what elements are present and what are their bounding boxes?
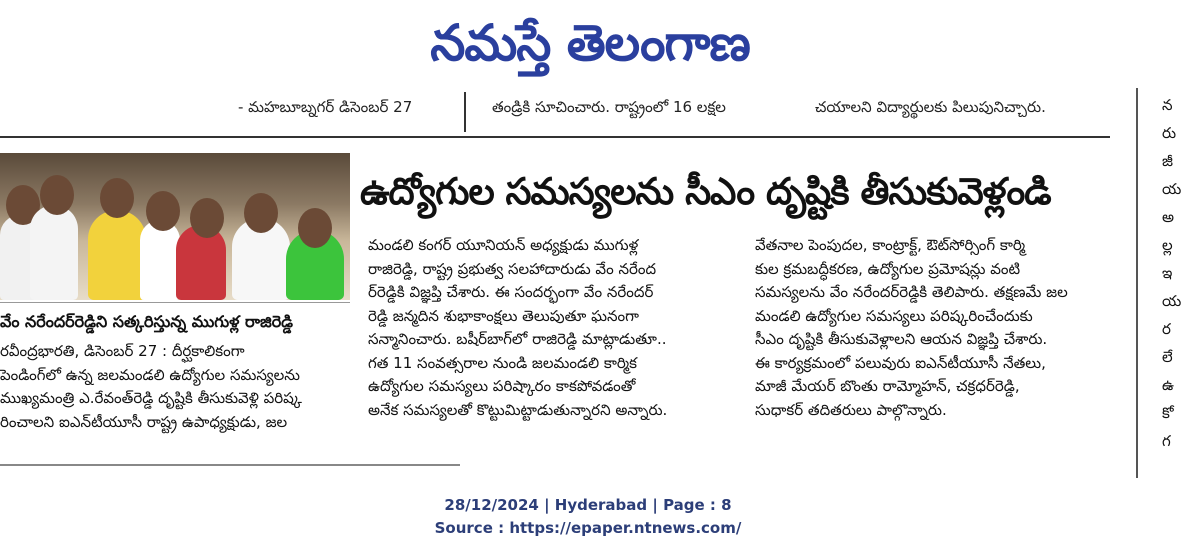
edge-fragment: రు <box>1162 124 1177 142</box>
edge-fragment: ల్ల <box>1162 236 1173 254</box>
article-headline: ఉద్యోగుల సమస్యలను సీఎం దృష్టికి తీసుకువెళ్లండి <box>360 170 1051 213</box>
article-line: మండలి ఉద్యోగుల సమస్యలు పరిష్కరించేందుకు <box>755 306 1033 325</box>
article-line: రవీంద్రభారతి, డిసెంబర్ 27 : దీర్ఘకాలికంగా <box>0 342 245 360</box>
edge-fragment: గ <box>1162 432 1171 450</box>
newspaper-logo: నమస్తే తెలంగాణ <box>430 14 750 72</box>
article-line: సన్మానించారు. బషీర్‌బాగ్‌లో రాజిరెడ్డి మాట్లాడుతూ.. <box>368 330 667 348</box>
article-line: మండలి కంగర్ యూనియన్ అధ్యక్షుడు ముగుళ్ల <box>368 236 639 254</box>
article-bottom-rule <box>0 464 460 466</box>
article-line: ఉద్యోగుల సమస్యలు పరిష్కారం కాకపోవడంతో <box>368 377 636 395</box>
article-photo <box>0 153 350 300</box>
page-edge-divider <box>1136 88 1138 478</box>
footer-date-line: 28/12/2024 | Hyderabad | Page : 8 <box>444 496 732 514</box>
article-line: రించాలని ఐఎన్‌టీయూసీ రాష్ట్ర ఉపాధ్యక్షుడు, జల <box>0 412 288 431</box>
article-line: మాజీ మేయర్ బొంతు రామ్మోహన్, చక్రధర్‌రెడ్డి, <box>755 377 1020 395</box>
edge-fragment: అ <box>1162 208 1175 226</box>
edge-fragment: ఉ <box>1162 376 1174 394</box>
top-strip-left-text: - మహబూబ్నగర్ డిసెంబర్ 27 <box>238 98 413 116</box>
footer-source-line: Source : https://epaper.ntnews.com/ <box>434 519 742 537</box>
article-line: సుధాకర్ తదితరులు పాల్గొన్నారు. <box>755 400 947 419</box>
article-line: ఈ కార్యక్రమంలో పలువురు ఐఎన్‌టీయూసీ నేతలు, <box>755 353 1046 372</box>
photo-caption-rule <box>0 302 350 303</box>
top-strip-right-text: చయాలని విద్యార్థులకు పిలుపునిచ్చారు. <box>815 98 1046 116</box>
article-body-left <box>0 340 350 450</box>
edge-fragment: ర <box>1162 320 1171 338</box>
article-line: రెడ్డి జన్మదిన శుభాకాంక్షలు తెలుపుతూ ఘనంగా <box>368 306 639 325</box>
top-strip-mid-text: తండ్రికి సూచించారు. రాష్ట్రంలో 16 లక్షల <box>492 98 726 116</box>
article-line: ముఖ్యమంత్రి ఎ.రేవంత్‌రెడ్డి దృష్టికి తీసుకువెళ్లి పరిష్క <box>0 389 302 407</box>
article-line: సమస్యలను వేం నరేందర్‌రెడ్డికి తెలిపారు. తక్షణమే జల <box>755 283 1068 301</box>
newspaper-clipping <box>0 88 1181 480</box>
edge-fragment: ఇ <box>1162 264 1173 282</box>
article-line: ర్‌రెడ్డికి విజ్ఞప్తి చేశారు. ఈ సందర్భంగా వేం నరేందర్ <box>368 283 654 301</box>
section-rule <box>0 136 1110 138</box>
edge-fragment: జీ <box>1162 152 1173 170</box>
article-line: కుల క్రమబద్ధీకరణ, ఉద్యోగుల ప్రమోషన్లు వంటి <box>755 259 1021 278</box>
edge-fragment: లే <box>1162 348 1173 366</box>
article-line: అనేక సమస్యలతో కొట్టుమిట్టాడుతున్నారని అన్నారు. <box>368 400 668 419</box>
edge-fragment: య <box>1162 180 1181 198</box>
photo-caption: వేం నరేందర్‌రెడ్డిని సత్కరిస్తున్న ముగుళ్ల రాజిరెడ్డి <box>0 312 294 331</box>
article-body-middle <box>368 234 736 454</box>
article-line: సీఎం దృష్టికి తీసుకువెళ్లాలని ఆయన విజ్ఞప్తి చేశారు. <box>755 330 1048 348</box>
edge-fragment: న <box>1162 96 1173 114</box>
article-line: పెండింగ్‌లో ఉన్న జలమండలి ఉద్యోగుల సమస్యలను <box>0 365 300 384</box>
masthead <box>0 0 1176 88</box>
article-body-right <box>755 234 1115 454</box>
article-line: రాజిరెడ్డి, రాష్ట్ర ప్రభుత్వ సలహాదారుడు వేం నరేంద <box>368 259 657 278</box>
article-line: వేతనాల పెంపుదల, కాంట్రాక్ట్, ఔట్‌సోర్సింగ్ కార్మి <box>755 236 1026 254</box>
edge-fragment: కో <box>1162 404 1174 422</box>
article-line: గత 11 సంవత్సరాల నుండి జలమండలి కార్మిక <box>368 353 637 372</box>
column-divider <box>464 92 466 132</box>
edge-fragment: య <box>1162 292 1181 310</box>
